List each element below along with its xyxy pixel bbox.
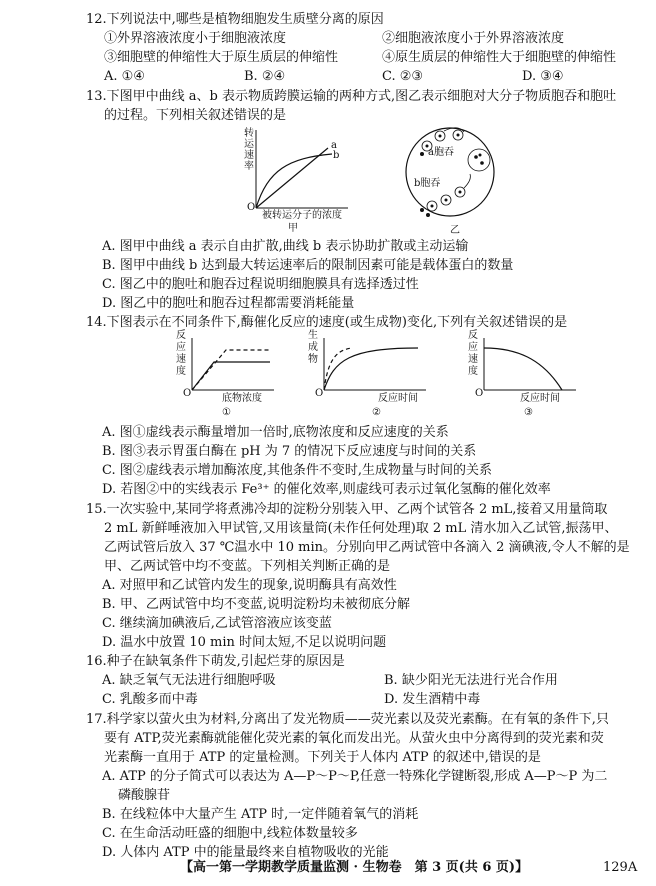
q15-option-a: A. 对照甲和乙试管内发生的现象,说明酶具有高效性 — [102, 578, 397, 593]
page-footer: 【高一第一学期教学质量监测 · 生物卷 第 3 页(共 6 页)】 — [180, 860, 529, 875]
q15-option-c: C. 继续滴加碘液后,乙试管溶液应该变蓝 — [102, 616, 332, 631]
q17-option-d: D. 人体内 ATP 中的能量最终来自植物吸收的光能 — [102, 845, 389, 860]
q13-option-c: C. 图乙中的胞吐和胞吞过程说明细胞膜具有选择透过性 — [102, 277, 419, 292]
yi-caption: 乙 — [450, 225, 460, 236]
graph-2-dashed-line — [324, 348, 352, 390]
graph-1 — [178, 332, 278, 402]
q13-option-b: B. 图甲中曲线 b 达到最大转运速率后的限制因素可能是载体蛋白的数量 — [102, 258, 514, 273]
g2-xlabel: 反应时间 — [378, 393, 418, 404]
q15-stem-line2: 2 mL 新鲜唾液加入甲试管,又用该量筒(未作任何处理)取 2 mL 清水加入乙试管,振荡甲、 — [104, 521, 618, 536]
q12-option-a: A. ①④ — [104, 69, 145, 84]
graph-2-solid-line — [324, 348, 418, 390]
q14-option-c: C. 图②虚线表示增加酶浓度,其他条件不变时,生成物量与时间的关系 — [102, 463, 493, 478]
g1-xlabel: 底物浓度 — [222, 393, 262, 404]
q16-option-d: D. 发生酒精中毒 — [384, 692, 481, 707]
curve-b — [256, 154, 332, 208]
q14-stem: 14.下图表示在不同条件下,酶催化反应的速度(或生成物)变化,下列有关叙述错误的是 — [86, 315, 568, 330]
g1-ylabel: 反 应 速 度 — [176, 330, 186, 377]
q12-option-b: B. ②④ — [244, 69, 286, 84]
q15-option-b: B. 甲、乙两试管中均不变蓝,说明淀粉均未被彻底分解 — [102, 597, 410, 612]
q16-option-c: C. 乳酸多而中毒 — [102, 692, 198, 707]
graph-1-solid-line — [192, 362, 270, 390]
g2-num: ② — [372, 407, 381, 418]
q15-stem-line4: 甲、乙两试管中均不变蓝。下列相关判断正确的是 — [104, 559, 391, 574]
g1-origin: O — [183, 388, 192, 399]
q13-stem-line1: 13.下图甲中曲线 a、b 表示物质跨膜运输的两种方式,图乙表示细胞对大分子物质胞吞和胞吐 — [86, 89, 617, 104]
graph-3-solid-line — [484, 348, 562, 390]
q16-option-b: B. 缺少阳光无法进行光合作用 — [384, 673, 558, 688]
q15-stem-line1: 15.一次实验中,某同学将煮沸冷却的淀粉分别装入甲、乙两个试管各 2 mL,接着又用量筒取 — [86, 502, 608, 517]
yi-label-a: a胞吞 — [428, 147, 454, 158]
q12-statement-4: ④原生质层的伸缩性大于细胞壁的伸缩性 — [382, 50, 617, 65]
q17-option-a-line2: 磷酸腺苷 — [118, 788, 171, 803]
q12-statement-3: ③细胞壁的伸缩性大于原生质层的伸缩性 — [104, 50, 339, 65]
graph-3 — [470, 332, 580, 402]
q17-option-b: B. 在线粒体中大量产生 ATP 时,一定伴随着氧气的消耗 — [102, 807, 419, 822]
q17-stem-line3: 光素酶一直用于 ATP 的定量检测。下列关于人体内 ATP 的叙述中,错误的是 — [104, 750, 541, 765]
g3-xlabel: 反应时间 — [520, 393, 560, 404]
q12-option-c: C. ②③ — [382, 69, 424, 84]
curve-a — [256, 148, 328, 208]
q12-option-d: D. ③④ — [522, 69, 564, 84]
q13-option-a: A. 图甲中曲线 a 表示自由扩散,曲线 b 表示协助扩散或主动运输 — [102, 239, 469, 254]
g1-num: ① — [222, 407, 231, 418]
q17-option-c: C. 在生命活动旺盛的细胞中,线粒体数量较多 — [102, 826, 358, 841]
g3-ylabel: 反 应 速 度 — [468, 330, 478, 377]
q16-option-a: A. 缺乏氧气无法进行细胞呼吸 — [102, 673, 276, 688]
q14-option-d: D. 若图②中的实线表示 Fe³⁺ 的催化效率,则虚线可表示过氧化氢酶的催化效率 — [102, 482, 551, 497]
q15-stem-line3: 乙两试管后放入 37 ℃温水中 10 min。分别向甲乙两试管中各滴入 2 滴碘液,令人不解的是 — [104, 540, 630, 555]
jia-caption: 甲 — [288, 223, 298, 234]
q15-option-d: D. 温水中放置 10 min 时间太短,不足以说明问题 — [102, 635, 387, 650]
graph-1-dashed-line — [192, 350, 270, 390]
jia-curve-b-label: b — [333, 150, 340, 161]
g3-num: ③ — [524, 407, 533, 418]
q17-stem-line2: 要有 ATP,荧光素酶就能催化荧光素的氧化而发出光。从萤火虫中分离得到的荧光素和荧 — [104, 731, 604, 746]
jia-curve-a-label: a — [331, 140, 337, 151]
q12-statement-1: ①外界溶液浓度小于细胞液浓度 — [104, 31, 287, 46]
q12-statement-2: ②细胞液浓度小于外界溶液浓度 — [382, 31, 565, 46]
q17-option-a-line1: A. ATP 的分子简式可以表达为 A—P～P～P,任意一特殊化学键断裂,形成 A—P～P 为二 — [102, 769, 608, 784]
jia-ylabel: 转 运 速 率 — [244, 128, 254, 172]
jia-xlabel: 被转运分子的浓度 — [262, 210, 342, 221]
q16-stem: 16.种子在缺氧条件下萌发,引起烂芽的原因是 — [86, 654, 345, 669]
q14-option-a: A. 图①虚线表示酶量增加一倍时,底物浓度和反应速度的关系 — [102, 425, 449, 440]
jia-origin: O — [247, 202, 256, 213]
g3-origin: O — [475, 388, 484, 399]
g2-origin: O — [315, 388, 324, 399]
yi-label-b: b胞吞 — [414, 178, 441, 189]
g2-ylabel: 生 成 物 — [308, 330, 318, 365]
figure-yi — [402, 122, 502, 222]
exam-code: 129A — [603, 860, 638, 875]
q13-option-d: D. 图乙中的胞吐和胞吞过程都需要消耗能量 — [102, 296, 355, 311]
graph-2 — [310, 332, 430, 402]
q14-option-b: B. 图③表示胃蛋白酶在 pH 为 7 的情况下反应速度与时间的关系 — [102, 444, 477, 459]
q17-stem-line1: 17.科学家以萤火虫为材料,分离出了发光物质——荧光素以及荧光素酶。在有氧的条件下,只 — [86, 712, 609, 727]
q13-stem-line2: 的过程。下列相关叙述错误的是 — [104, 108, 287, 123]
q12-stem: 12.下列说法中,哪些是植物细胞发生质壁分离的原因 — [86, 12, 384, 27]
